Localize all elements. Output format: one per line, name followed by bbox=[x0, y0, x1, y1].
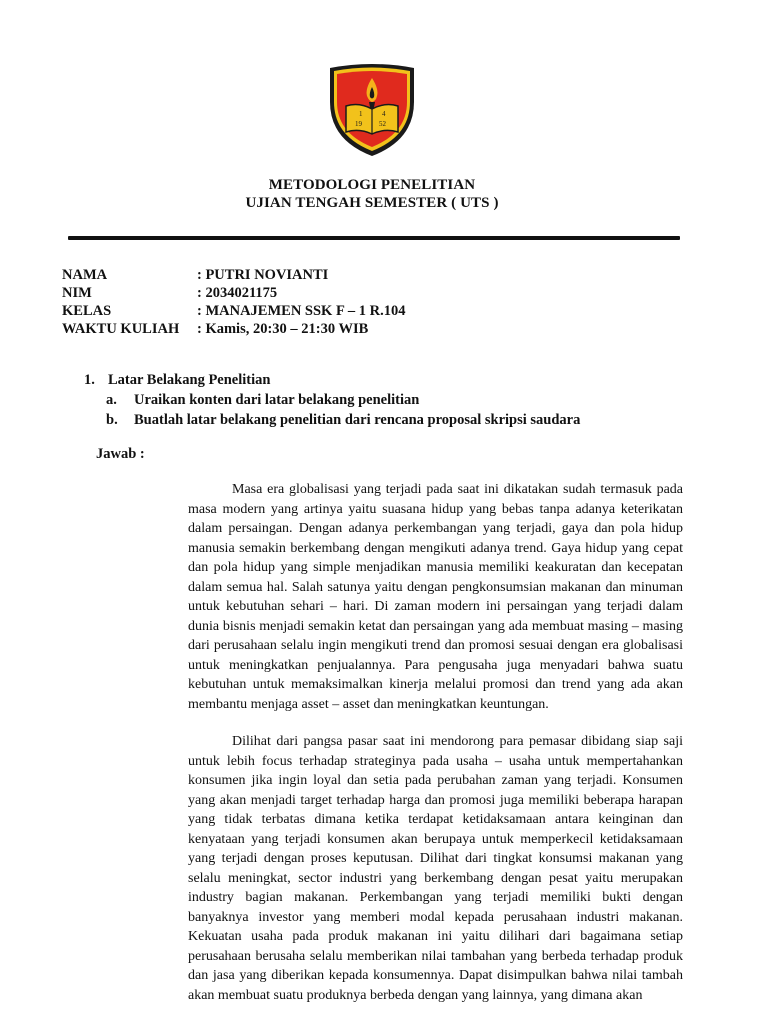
info-row-waktu-kuliah bbox=[62, 320, 406, 338]
info-row-nim bbox=[62, 284, 406, 302]
info-label: NAMA bbox=[62, 267, 108, 283]
emblem-digit-1: 1 bbox=[359, 110, 363, 118]
info-row-kelas bbox=[62, 302, 406, 320]
question-item bbox=[84, 370, 580, 390]
document-title: METODOLOGI PENELITIAN bbox=[268, 177, 476, 193]
header-divider bbox=[68, 236, 680, 240]
question-section bbox=[84, 370, 580, 430]
question-subitem bbox=[106, 410, 580, 430]
emblem-digit-2: 4 bbox=[382, 110, 386, 118]
answer-paragraph-1: Masa era globalisasi yang terjadi pada saat ini dikatakan sudah termasuk pada masa modern yang artinya yaitu suasana hidup yang bebas tanpa adanya keterikatan dalam persaingan. Dengan adanya perkembangan yang terjadi, gaya dan pola hidup manusia semakin berkembang dengan mengikuti adanya trend. Gaya hidup yang cepat dan pola hidup yang simple menjadikan manusia memiliki keakuratan dan kecepatan dalam semua hal. Salah satunya yaitu dengan pengkonsumsian makanan dan minuman untuk kebutuhan sehari – hari. Di zaman modern ini persaingan yang terjadi dalam dunia bisnis menjadi semakin ketat dan persaingan yang ada membuat masing – masing dari perusahaan selalu ingin mengikuti trend dan promosi sesuai dengan era globalisasi untuk meningkatkan penjualannya. Para pengusaha juga menyadari bahwa suatu kebutuhan untuk memaksimalkan kinerja melalui promosi dan trend yang ada akan membantu menjaga asset – asset dan meningkatkan keuntungan. bbox=[188, 482, 683, 712]
question-subitem bbox=[106, 390, 580, 410]
info-value: : MANAJEMEN SSK F – 1 R.104 bbox=[197, 303, 406, 319]
subitem-text: Uraikan konten dari latar belakang penelitian bbox=[134, 392, 420, 408]
question-title: Latar Belakang Penelitian bbox=[108, 372, 271, 388]
student-info-block bbox=[62, 266, 406, 338]
emblem-digit-4: 52 bbox=[379, 120, 386, 128]
info-label: WAKTU KULIAH bbox=[62, 321, 180, 337]
subitem-letter: b. bbox=[106, 412, 118, 428]
subitem-letter: a. bbox=[106, 392, 117, 408]
question-subitems bbox=[106, 390, 580, 430]
subitem-text: Buatlah latar belakang penelitian dari rencana proposal skripsi saudara bbox=[134, 412, 581, 428]
answer-label: Jawab : bbox=[96, 446, 145, 462]
info-label: KELAS bbox=[62, 303, 112, 319]
info-label: NIM bbox=[62, 285, 92, 301]
info-value: : Kamis, 20:30 – 21:30 WIB bbox=[197, 321, 369, 337]
info-value: : 2034021175 bbox=[197, 285, 278, 301]
info-value: : PUTRI NOVIANTI bbox=[197, 267, 329, 283]
university-crest-logo bbox=[326, 62, 418, 158]
info-row-nama bbox=[62, 266, 406, 284]
answer-paragraph-2: Dilihat dari pangsa pasar saat ini mendorong para pemasar dibidang siap saji untuk lebih focus terhadap strateginya pada usaha – usaha untuk mempertahankan konsumen jika ingin loyal dan setia pada perubahan zaman yang terjadi. Konsumen yang akan menjadi target terhadap harga dan promosi juga memiliki beberapa harapan yang tidak terbatas dimana ketika terdapat ketidaksamaan antara keinginan dan kenyataan yang terjadi konsumen akan berupaya untuk memperkecil ketidaksamaan yang terjadi dengan proses keputusan. Dilihat dari tingkat konsumsi makanan yang selalu meningkat, sector industri yang berkembang dengan pesat yaitu merupakan industry bagian makanan. Perkembangan yang terjadi memiliki bukti dengan banyaknya investor yang memberi modal kepada perusahaan industri makanan. Kekuatan usaha pada produk makanan ini yaitu dilihari dari bagaimana setiap perusahaan berusaha selalu memberikan nilai tambahan yang berbeda terhadap produk dan jasa yang diberikan kepada konsumennya. Dapat disimpulkan bahwa nilai tambah akan membuat suatu produknya berbeda dengan yang lainnya, yang dimana akan bbox=[188, 734, 683, 1003]
document-subtitle: UJIAN TENGAH SEMESTER ( UTS ) bbox=[245, 195, 499, 211]
emblem-digit-3: 19 bbox=[355, 120, 362, 128]
question-number: 1. bbox=[84, 372, 95, 388]
